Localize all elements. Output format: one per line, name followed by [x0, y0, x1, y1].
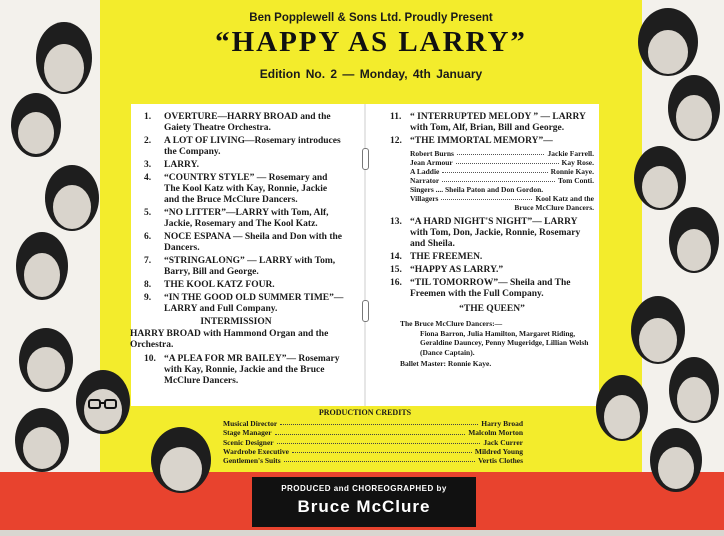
credit-name: Jack Currer	[483, 437, 523, 447]
item-text: THE FREEMEN.	[410, 252, 483, 262]
cast-role: Narrator	[410, 176, 440, 185]
item-text: OVERTURE—HARRY BROAD and the Gaiety Theatre Orchestra.	[164, 112, 331, 133]
item-number: 13.	[390, 217, 402, 227]
credit-name: Mildred Young	[474, 446, 523, 456]
credit-role: Musical Director	[223, 419, 278, 428]
the-queen: “THE QUEEN”	[459, 304, 525, 314]
item-number: 6.	[144, 232, 152, 242]
cast-performer: Kool Katz and the	[535, 194, 594, 203]
credit-role: Gentlemen's Suits	[223, 456, 281, 466]
item-number: 14.	[390, 252, 402, 262]
cast-role: Robert Burns	[410, 149, 454, 158]
producer-line: PRODUCED and CHOREOGRAPHED by	[281, 484, 447, 493]
producer-name: Bruce McClure	[297, 497, 431, 516]
item-number: 5.	[144, 208, 152, 218]
item-text: THE KOOL KATZ FOUR.	[164, 280, 275, 290]
item-number: 9.	[144, 293, 152, 303]
item-text: “A HARD NIGHT'S NIGHT”— LARRY with Tom, Don, Jackie, Ronnie, Rosemary and Sheila.	[410, 217, 581, 249]
edition-line: Edition No. 2 — Monday, 4th January	[259, 67, 483, 81]
item-text: “COUNTRY STYLE” — Rosemary and The Kool Katz with Kay, Ronnie, Jackie and the Bruce McClure Dancers.	[164, 173, 328, 205]
immortal-tail: Bruce McClure Dancers.	[514, 203, 594, 212]
cast-performer: Kay Rose.	[561, 158, 594, 167]
dancers-names: Fiona Barron, Julia Hamilton, Margaret Riding, Geraldine Dauncey, Penny Mugeridge, Lillian Welsh (Dance Captain).	[420, 328, 589, 357]
item-number: 1.	[144, 112, 152, 122]
item-text: NOCE ESPANA — Sheila and Don with the Dancers.	[164, 232, 342, 253]
item-text: “ INTERRUPTED MELODY ” — LARRY with Tom, Alf, Brian, Bill and George.	[410, 112, 586, 133]
item-text: “TIL TOMORROW”— Sheila and The Freemen with the Full Company.	[410, 278, 571, 299]
item-text: A LOT OF LIVING—Rosemary introduces the Company.	[164, 136, 341, 157]
show-title: “HAPPY AS LARRY”	[215, 26, 527, 58]
item-text: “A PLEA FOR MR BAILEY”— Rosemary with Kay, Ronnie, Jackie and the Bruce McClure Dancers.	[164, 354, 340, 386]
cast-performer: Tom Conti.	[558, 176, 594, 185]
item-text: “THE IMMORTAL MEMORY”—	[410, 136, 553, 146]
cast-role: Singers .... Sheila Paton and Don Gordon.	[410, 185, 544, 194]
item-text: “IN THE GOOD OLD SUMMER TIME”—LARRY and Full Company.	[164, 293, 344, 314]
item-text: “STRINGALONG” — LARRY with Tom, Barry, Bill and George.	[164, 256, 336, 277]
cast-role: A Laddie	[410, 167, 440, 176]
credit-name: Vertis Clothes	[478, 456, 523, 466]
credit-name: Malcolm Morton	[468, 428, 523, 438]
item-number: 16.	[390, 278, 402, 288]
dancers-heading: The Bruce McClure Dancers:—	[400, 319, 503, 328]
cast-role: Villagers	[410, 194, 439, 203]
cast-role: Jean Armour	[410, 158, 453, 167]
intermission-text: HARRY BROAD with Hammond Organ and the Orchestra.	[130, 329, 329, 350]
item-number: 3.	[144, 160, 152, 170]
item-text: “NO LITTER”—LARRY with Tom, Alf, Jackie, Rosemary and The Kool Katz.	[164, 208, 329, 229]
cast-performer: Jackie Farrell.	[547, 149, 594, 158]
item-number: 4.	[144, 173, 152, 183]
cast-performer: Ronnie Kaye.	[550, 167, 594, 176]
item-number: 2.	[144, 136, 152, 146]
item-number: 11.	[390, 112, 402, 122]
presenter-line: Ben Popplewell & Sons Ltd. Proudly Present	[249, 12, 493, 24]
item-number: 10.	[144, 354, 156, 364]
item-number: 8.	[144, 280, 152, 290]
credits-title: PRODUCTION CREDITS	[318, 408, 412, 417]
credit-role: Stage Manager	[223, 428, 272, 438]
item-number: 7.	[144, 256, 152, 266]
item-text: LARRY.	[164, 160, 199, 170]
credit-role: Wardrobe Executive	[223, 446, 289, 456]
item-number: 15.	[390, 265, 402, 275]
item-number: 12.	[390, 136, 402, 146]
credit-name: Harry Broad	[481, 419, 523, 428]
item-text: “HAPPY AS LARRY.”	[410, 265, 504, 275]
ballet-master: Ballet Master: Ronnie Kaye.	[400, 359, 492, 368]
credit-role: Scenic Designer	[223, 437, 274, 447]
intermission-title: INTERMISSION	[200, 317, 272, 327]
